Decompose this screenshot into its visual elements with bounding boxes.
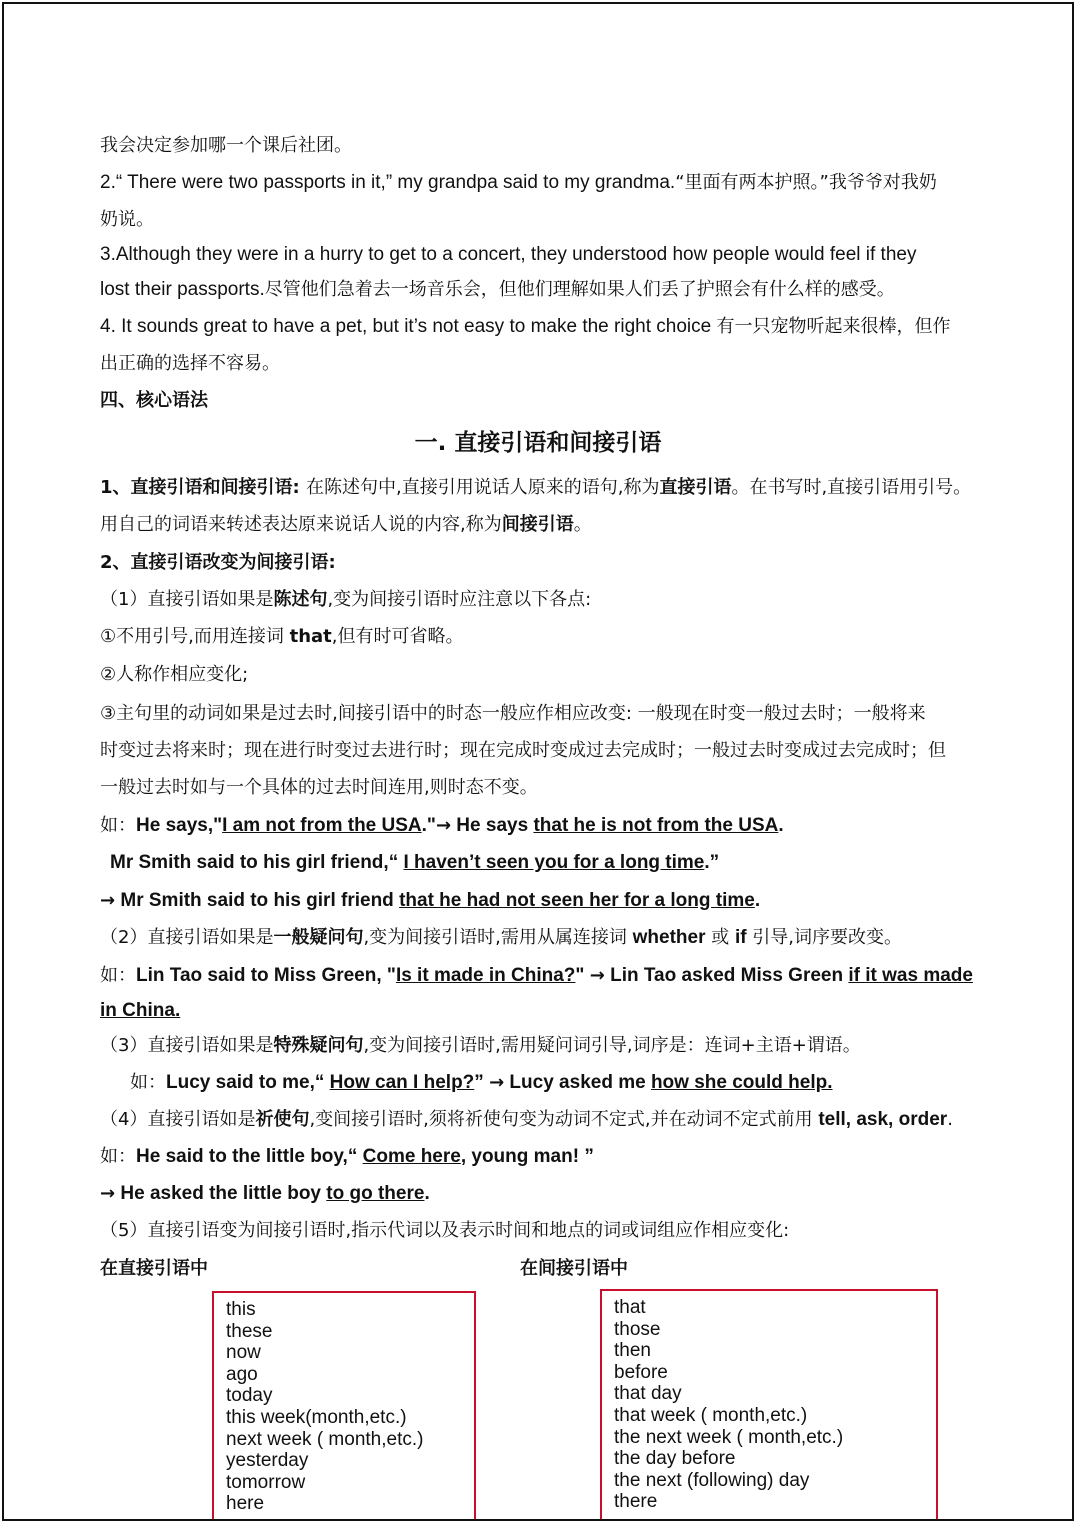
direct-words-box (212, 1291, 476, 1521)
direct-word-item: next week ( month,etc.) (226, 1428, 424, 1450)
indirect-word-item: before (614, 1361, 668, 1383)
indirect-word-item: the next week ( month,etc.) (614, 1426, 844, 1448)
indirect-speech-header: 在间接引语中 (520, 1258, 628, 1279)
indirect-word-item: that day (614, 1383, 682, 1405)
intro-line-4: 3.Although they were in a hurry to get to a concert, they understood how people would feel if they (100, 244, 917, 265)
direct-word-item: this week(month,etc.) (226, 1406, 407, 1428)
rule-2: ②人称作相应变化; (100, 664, 249, 685)
example-5: 如：Lucy said to me,“ How can I help?” → Lucy asked me how she could help. (130, 1072, 833, 1093)
direct-word-item: here (226, 1493, 265, 1515)
arrow-icon: → (589, 965, 605, 986)
direct-word-item: yesterday (226, 1450, 309, 1472)
case-2-heading: （2）直接引语如果是一般疑问句,变为间接引语时,需用从属连接词 whether 或 if 引导,词序要改变。 (100, 927, 902, 948)
rule-3-line-3: 一般过去时如与一个具体的过去时间连用,则时态不变。 (100, 777, 538, 798)
example-2: Mr Smith said to his girl friend,“ I haven’t seen you for a long time.” (110, 852, 720, 873)
example-4-cont: in China. (100, 1000, 181, 1021)
example-1: 如：He says,"I am not from the USA."→ He says that he is not from the USA. (100, 815, 784, 836)
definition-line-1: 1、直接引语和间接引语: 在陈述句中,直接引用说话人原来的语句,称为直接引语。在书写时,直接引语用引号。 (100, 477, 972, 498)
case-3-heading: （3）直接引语如果是特殊疑问句,变为间接引语时,需用疑问词引导,词序是：连词+主语+谓语。 (100, 1035, 861, 1056)
example-6: 如：He said to the little boy,“ Come here, young man! ” (100, 1146, 594, 1167)
direct-speech-header: 在直接引语中 (100, 1258, 208, 1279)
indirect-word-item: that (614, 1297, 646, 1318)
intro-line-7: 出正确的选择不容易。 (100, 353, 280, 374)
document-page (2, 2, 1074, 1521)
indirect-word-item: the next (following) day (614, 1469, 810, 1491)
arrow-icon: → (489, 1072, 505, 1093)
arrow-icon: → (100, 890, 116, 911)
direct-word-item: this (226, 1299, 256, 1320)
direct-word-item: tomorrow (226, 1471, 306, 1493)
example-7: → He asked the little boy to go there. (100, 1183, 430, 1204)
intro-line-2: 2.“ There were two passports in it,” my grandpa said to my grandma.“里面有两本护照。”我爷爷对我奶 (100, 172, 937, 193)
indirect-word-item: there (614, 1491, 658, 1513)
direct-word-item: today (226, 1385, 273, 1407)
page-title: 一. 直接引语和间接引语 (414, 430, 662, 456)
rule-3-line-2: 时变过去将来时；现在进行时变过去进行时；现在完成时变成过去完成时；一般过去时变成过去完成时；但 (100, 740, 946, 761)
definition-line-2: 用自己的词语来转述表达原来说话人说的内容,称为间接引语。 (100, 514, 592, 535)
arrow-icon: → (100, 1183, 116, 1204)
indirect-word-item: then (614, 1340, 651, 1362)
section-heading: 四、核心语法 (100, 390, 208, 411)
rule-3-line-1: ③主句里的动词如果是过去时,间接引语中的时态一般应作相应改变: 一般现在时变一般过去时；一般将来 (100, 703, 926, 724)
indirect-words-box (600, 1289, 938, 1521)
direct-word-item: these (226, 1320, 273, 1342)
case-5-heading: （5）直接引语变为间接引语时,指示代词以及表示时间和地点的词或词组应作相应变化: (100, 1220, 790, 1241)
indirect-word-item: that week ( month,etc.) (614, 1404, 808, 1426)
arrow-icon: → (435, 815, 452, 836)
case-4-heading: （4）直接引语如是祈使句,变间接引语时,须将祈使句变为动词不定式,并在动词不定式前用 tell, ask, order. (100, 1109, 953, 1130)
case-1-heading: （1）直接引语如果是陈述句,变为间接引语时应注意以下各点: (100, 589, 592, 610)
rule-heading: 2、直接引语改变为间接引语: (100, 552, 336, 573)
indirect-word-item: the day before (614, 1448, 736, 1470)
intro-line-1: 我会决定参加哪一个课后社团。 (100, 135, 352, 156)
rule-1: ①不用引号,而用连接词 that,但有时可省略。 (100, 626, 464, 647)
intro-line-6: 4. It sounds great to have a pet, but it’s not easy to make the right choice 有一只宠物听起来很棒，但作 (100, 316, 951, 337)
indirect-word-item: those (614, 1318, 661, 1340)
direct-word-item: ago (226, 1363, 258, 1385)
intro-line-3: 奶说。 (100, 209, 154, 230)
intro-line-5: lost their passports.尽管他们急着去一场音乐会，但他们理解如果人们丢了护照会有什么样的感受。 (100, 279, 895, 300)
direct-word-item: now (226, 1342, 261, 1364)
example-3: → Mr Smith said to his girl friend that he had not seen her for a long time. (100, 890, 761, 911)
example-4: 如：Lin Tao said to Miss Green, "Is it made in China?" → Lin Tao asked Miss Green if it was made (100, 965, 973, 986)
